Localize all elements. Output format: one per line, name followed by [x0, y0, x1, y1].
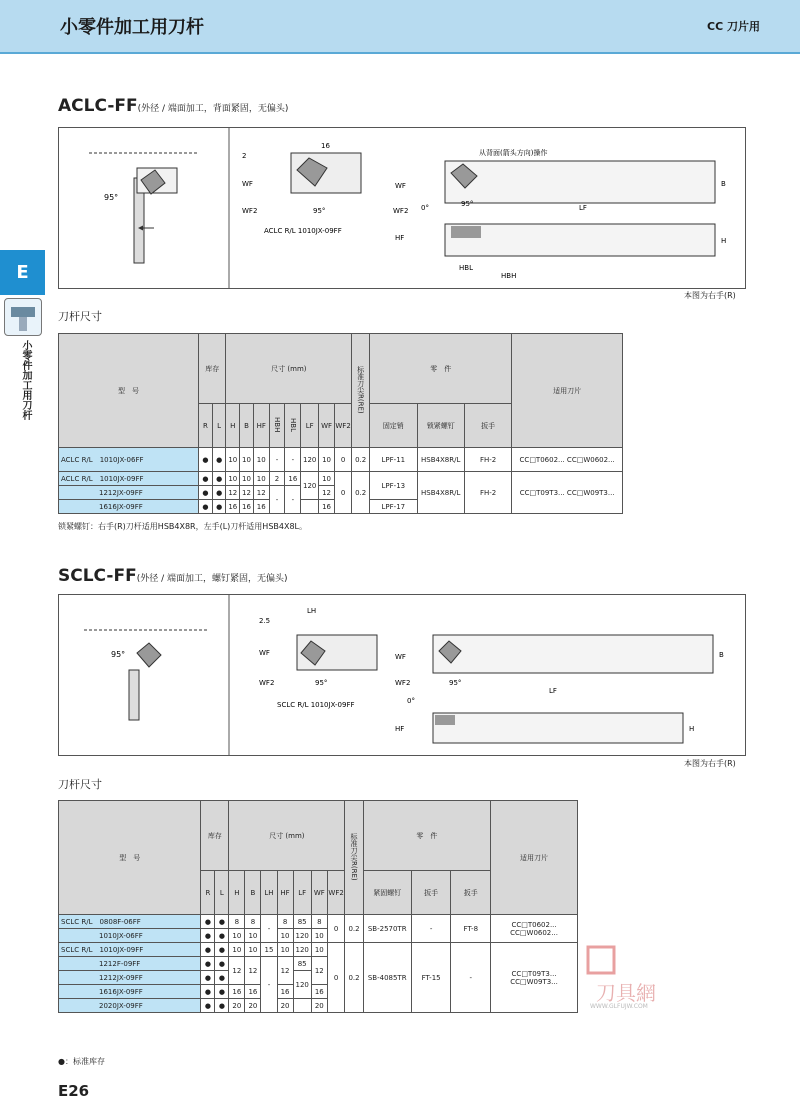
svg-text:95°: 95° [111, 650, 126, 659]
svg-text:WF: WF [242, 180, 253, 188]
svg-text:WF: WF [395, 653, 406, 661]
svg-text:LF: LF [579, 204, 587, 212]
table-row: 1616JX-09FF ● ● 16 16 16 16 LPF-17 [59, 500, 623, 514]
section-tab[interactable]: E [0, 250, 45, 295]
table1-title: 刀杆尺寸 [58, 310, 102, 323]
section2-title: SCLC-FF(外径 / 端面加工，螺钉紧固，无偏头) [58, 566, 288, 586]
table2-title: 刀杆尺寸 [58, 778, 102, 791]
svg-text:WF2: WF2 [259, 679, 275, 687]
svg-text:16: 16 [321, 142, 330, 150]
page-title: 小零件加工用刀杆 [60, 17, 204, 38]
svg-text:WF2: WF2 [242, 207, 258, 215]
table1-footnote: 锁紧螺钉：右手(R)刀杆适用HSB4X8R，左手(L)刀杆适用HSB4X8L。 [58, 522, 307, 531]
svg-text:95°: 95° [313, 207, 326, 215]
table-row: 1010JX-06FF ● ● 10 10 10 120 10 [59, 929, 578, 943]
svg-text:B: B [719, 651, 724, 659]
svg-text:B: B [721, 180, 726, 188]
side-vertical-label: 小零件加工用刀杆 [20, 340, 31, 420]
figure-note-1: 本图为右手(R) [684, 291, 736, 300]
svg-text:H: H [689, 725, 695, 733]
svg-text:WF2: WF2 [395, 679, 411, 687]
svg-text:HBL: HBL [459, 264, 473, 272]
table-row: 1212JX-09FF ● ● 12 12 12 - - 12 [59, 486, 623, 500]
svg-text:LF: LF [549, 687, 557, 695]
section1-title: ACLC-FF(外径 / 端面加工，背面紧固，无偏头) [58, 96, 289, 116]
table-row: 2020JX-09FF ● ● 20 20 20 20 [59, 999, 578, 1013]
table1: 型 号 库存 尺寸 (mm) 标准刀尖R(RE) 零 件 适用刀片 R L H B HF HBH HBL LF WF WF2 固定销 锁紧螺钉 扳手 ACLC R/L 1010JX-06FF ● ● 10 10 10 - - 120 10 0 0.2 LPF-11 HSB4X8R/L FH-2 CC□T0602... CC□W0602... ACLC R/L 1010JX-09FF ● ● 10 10 10 2 16 120 10 0 0.2 LPF-13 HSB4X8R/L FH-2 CC□T09T3... CC□W09T3... 1212JX-09FF ● ● 12 12 12 - - 12 1616JX-09FF ● ● 16 16 16 16 LPF-17 [58, 333, 623, 514]
figure-note-2: 本图为右手(R) [684, 759, 736, 768]
svg-text:WF: WF [395, 182, 406, 190]
svg-text:LH: LH [307, 607, 317, 615]
table-row: SCLC R/L 0808F-06FF ● ● 8 8 - 8 85 8 0 0.2 SB-2570TR - FT-8 CC□T0602... CC□W0602... [59, 915, 578, 929]
tool-holder-icon [4, 298, 42, 336]
section1-diagram [58, 127, 746, 289]
table-row: ACLC R/L 1010JX-06FF ● ● 10 10 10 - - 120 10 0 0.2 LPF-11 HSB4X8R/L FH-2 CC□T0602... CC□W0602... [59, 448, 623, 472]
svg-text:95°: 95° [315, 679, 328, 687]
svg-text:95°: 95° [461, 200, 474, 208]
svg-text:WF2: WF2 [393, 207, 409, 215]
svg-text:HBH: HBH [501, 272, 517, 280]
table-row: 1212JX-09FF ● ● 120 [59, 971, 578, 985]
svg-text:2.5: 2.5 [259, 617, 271, 625]
svg-text:从背面(箭头方向)操作: 从背面(箭头方向)操作 [479, 149, 548, 157]
table2: 型 号 库存 尺寸 (mm) 标准刀尖R(RE) 零 件 适用刀片 R L H B LH HF LF WF WF2 紧固螺钉 扳手 扳手 SCLC R/L 0808F-06FF ● ● 8 8 - 8 85 8 0 0.2 SB-2570TR - FT-8 CC□T0602... CC□W0602... 1010JX-06FF ● ● 10 10 10 120 10 SCLC R/L 1010JX-09FF ● ● 10 10 15 10 120 10 0 0.2 SB-4085TR FT-15 - CC□T09T3... CC□W09T3... 1212F-09FF ● ● 12 12 - 12 85 12 1212JX-09FF ● ● 120 1616JX-09FF ● ● 16 16 16 16 2020JX-09FF ● ● 20 20 20 20 [58, 800, 578, 1013]
table-row: ACLC R/L 1010JX-09FF ● ● 10 10 10 2 16 120 10 0 0.2 LPF-13 HSB4X8R/L FH-2 CC□T09T3... CC□W09T3... [59, 472, 623, 486]
svg-text:0°: 0° [421, 204, 429, 212]
svg-text:0°: 0° [407, 697, 415, 705]
watermark-logo: 刀具網 WWW.GLFUJW.COM [560, 945, 690, 1015]
table-row: 1212F-09FF ● ● 12 12 - 12 85 12 [59, 957, 578, 971]
page-number: E26 [58, 1082, 90, 1100]
svg-text:WF: WF [259, 649, 270, 657]
svg-text:HF: HF [395, 234, 405, 242]
svg-text:H: H [721, 237, 727, 245]
header-category: CC 刀片用 [707, 20, 760, 33]
table-row: SCLC R/L 1010JX-09FF ● ● 10 10 15 10 120 10 0 0.2 SB-4085TR FT-15 - CC□T09T3... CC□W09T3... [59, 943, 578, 957]
table-row: 1616JX-09FF ● ● 16 16 16 16 [59, 985, 578, 999]
legend: ●：标准库存 [58, 1057, 105, 1066]
svg-text:ACLC R/L 1010JX-09FF: ACLC R/L 1010JX-09FF [264, 227, 342, 235]
svg-text:95°: 95° [104, 193, 119, 202]
svg-text:HF: HF [395, 725, 405, 733]
section2-diagram [58, 594, 746, 756]
svg-text:2: 2 [242, 152, 247, 160]
svg-text:95°: 95° [449, 679, 462, 687]
page-header [0, 0, 800, 54]
svg-text:SCLC R/L 1010JX-09FF: SCLC R/L 1010JX-09FF [277, 701, 355, 709]
